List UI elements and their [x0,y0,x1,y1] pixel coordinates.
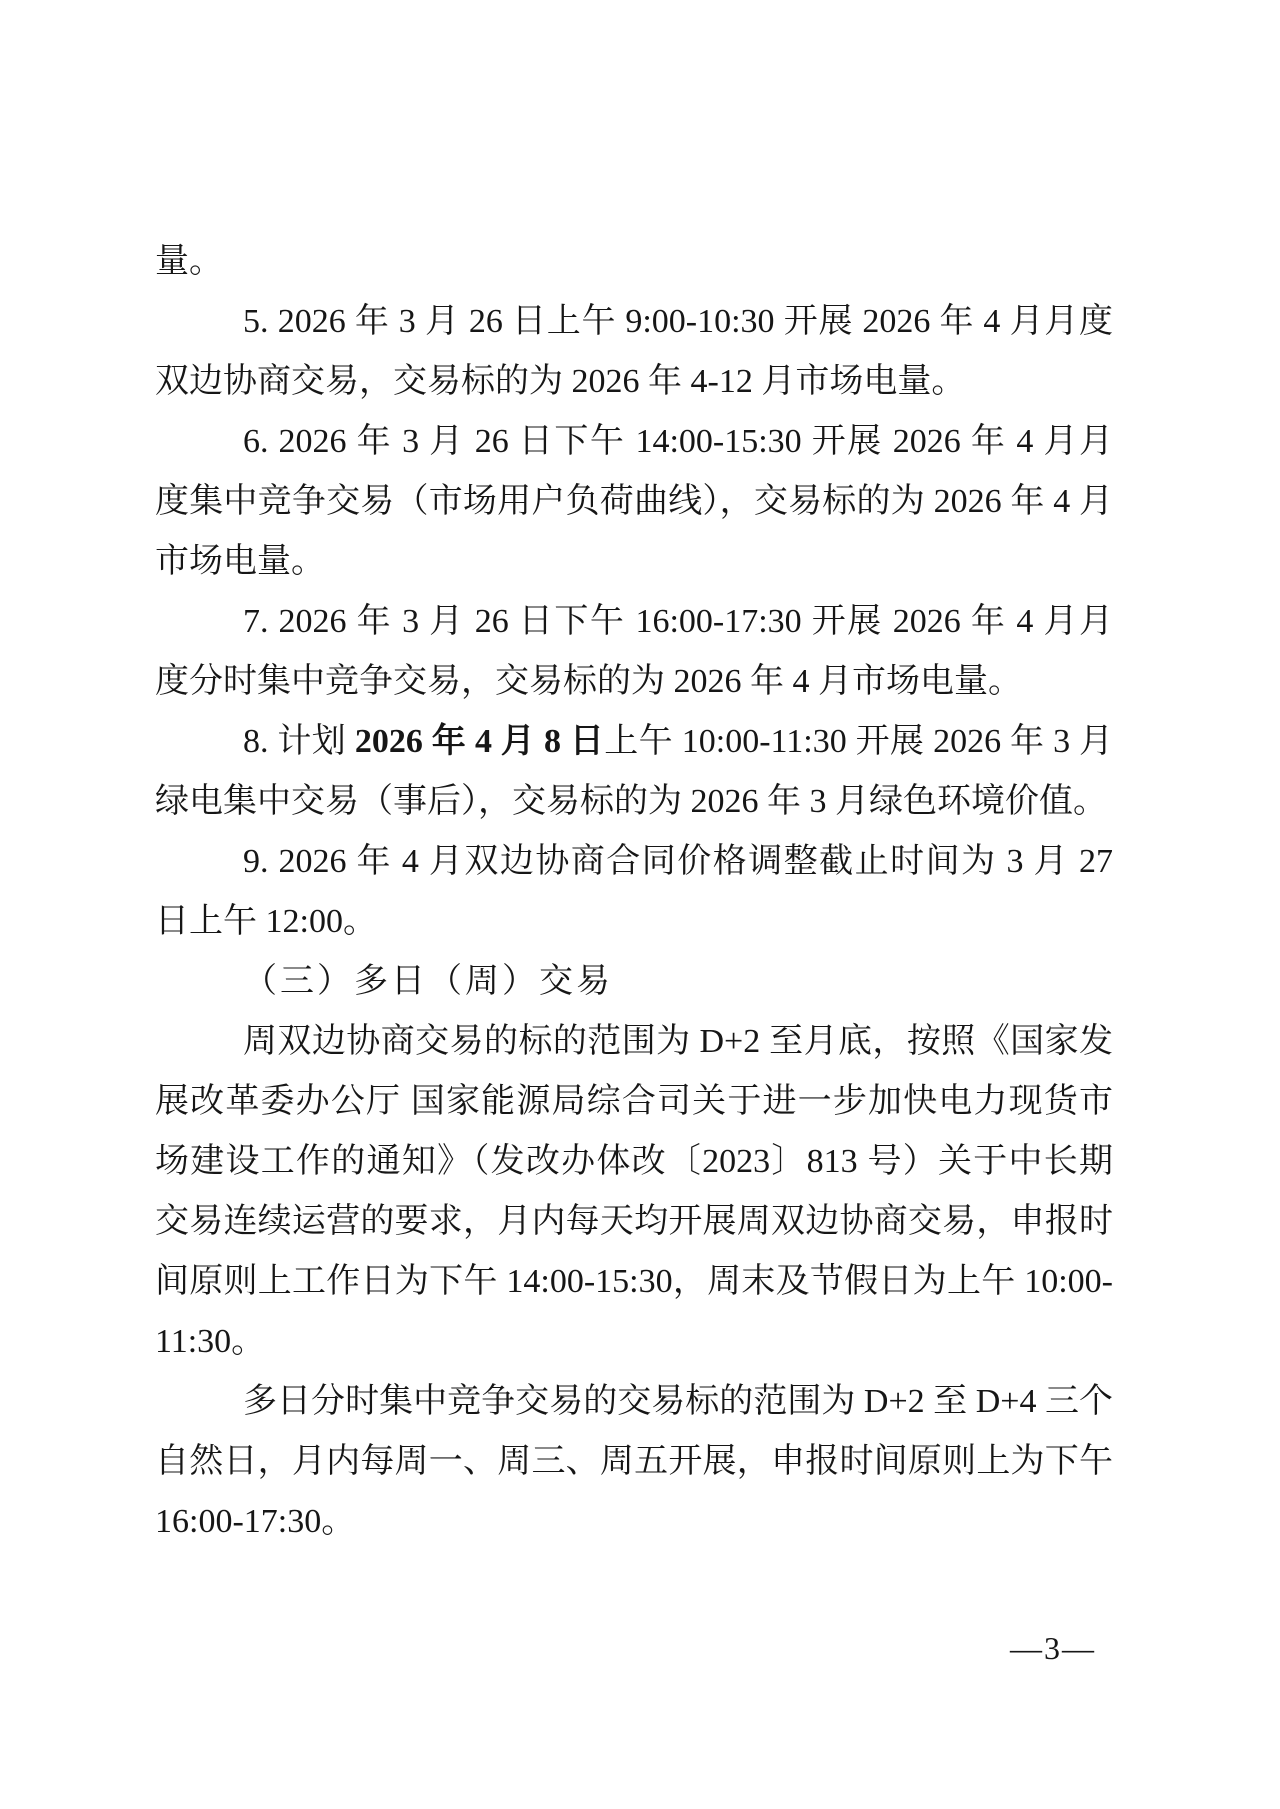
list-item-5: 5. 2026 年 3 月 26 日上午 9:00-10:30 开展 2026 年 4 月月度双边协商交易，交易标的为 2026 年 4-12 月市场电量。 [155,303,1113,400]
list-item-6: 6. 2026 年 3 月 26 日下午 14:00-15:30 开展 2026 年 4 月月度集中竞争交易（市场用户负荷曲线），交易标的为 2026 年 4 月市场电量。 [155,423,1113,580]
list-item-8-suffix: 上午 10:00-11:30 开展 2026 年 3 月绿电集中交易（事后），交易标的为 2026 年 3 月绿色环境价值。 [155,723,1114,820]
document-text-block [155,232,1113,1552]
list-item-9: 9. 2026 年 4 月双边协商合同价格调整截止时间为 3 月 27 日上午 12:00。 [155,843,1113,940]
paragraph-multiday-trading: 多日分时集中竞争交易的交易标的范围为 D+2 至 D+4 三个自然日，月内每周一、周三、周五开展，申报时间原则上为下午 16:00-17:30。 [155,1383,1113,1540]
page-number: —3— [1010,1630,1096,1666]
list-item-7: 7. 2026 年 3 月 26 日下午 16:00-17:30 开展 2026 年 4 月月度分时集中竞争交易，交易标的为 2026 年 4 月市场电量。 [155,603,1113,700]
list-item-8 [155,712,1113,832]
section-heading: （三）多日（周）交易 [243,963,613,1000]
list-item-8-prefix: 8. 计划 [243,723,355,760]
list-item-8-bold-date: 2026 年 4 月 8 日 [354,723,605,760]
paragraph-weekly-trading: 周双边协商交易的标的范围为 D+2 至月底，按照《国家发展改革委办公厅 国家能源局综合司关于进一步加快电力现货市场建设工作的通知》（发改办体改〔2023〕813 号）关于中长期交易连续运营的要求，月内每天均开展周双边协商交易，申报时间原则上工作日为下午 14:00-15:30，周末及节假日为上午 10:00-11:30。 [155,1023,1113,1360]
paragraph-continuation: 量。 [155,243,223,280]
